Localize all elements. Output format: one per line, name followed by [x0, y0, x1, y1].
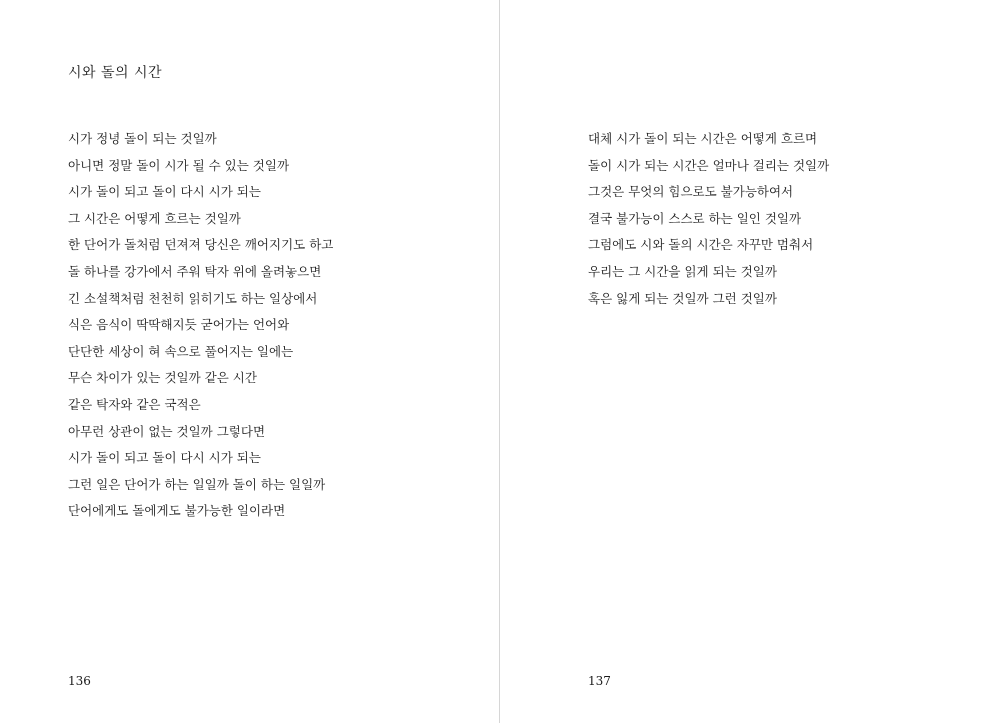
poem-line: 아무런 상관이 없는 것일까 그렇다면 [68, 423, 266, 439]
poem-line: 시가 돌이 되고 돌이 다시 시가 되는 [68, 184, 261, 200]
poem-line: 그것은 무엇의 힘으로도 불가능하여서 [588, 184, 794, 200]
poem-line: 무슨 차이가 있는 것일까 같은 시간 [68, 370, 257, 386]
poem-line: 시가 정녕 돌이 되는 것일까 [68, 131, 217, 146]
page-number-right: 137 [588, 674, 611, 688]
poem-line: 아니면 정말 돌이 시가 될 수 있는 것일까 [68, 157, 290, 173]
poem-line: 돌이 시가 되는 시간은 얼마나 걸리는 것일까 [588, 157, 830, 173]
right-page [500, 0, 1000, 723]
poem-line: 그 시간은 어떻게 흐르는 것일까 [68, 210, 241, 226]
right-poem-lines [588, 126, 829, 312]
left-poem-lines [68, 126, 333, 525]
poem-line: 식은 음식이 딱딱해지듯 굳어가는 언어와 [68, 317, 290, 333]
poem-line: 혹은 잃게 되는 것일까 그런 것일까 [588, 290, 777, 306]
poem-line: 돌 하나를 강가에서 주워 탁자 위에 올려놓으면 [68, 263, 322, 279]
poem-line: 우리는 그 시간을 읽게 되는 것일까 [588, 263, 777, 279]
poem-line: 같은 탁자와 같은 국적은 [68, 396, 201, 412]
poem-line: 그런 일은 단어가 하는 일일까 돌이 하는 일일까 [68, 476, 326, 492]
poem-line: 시가 돌이 되고 돌이 다시 시가 되는 [68, 450, 261, 466]
poem-line: 대체 시가 돌이 되는 시간은 어떻게 흐르며 [588, 131, 818, 146]
poem-line: 단어에게도 돌에게도 불가능한 일이라면 [68, 503, 286, 519]
poem-line: 결국 불가능이 스스로 하는 일인 것일까 [588, 210, 802, 226]
poem-line: 한 단어가 돌처럼 던져져 당신은 깨어지기도 하고 [68, 237, 334, 253]
poem-title: 시와 돌의 시간 [68, 65, 163, 81]
page-number-left: 136 [68, 674, 91, 688]
poem-line: 그럼에도 시와 돌의 시간은 자꾸만 멈춰서 [588, 237, 814, 253]
poem-line: 단단한 세상이 혀 속으로 풀어지는 일에는 [68, 343, 294, 359]
poem-line: 긴 소설책처럼 천천히 읽히기도 하는 일상에서 [68, 290, 318, 306]
